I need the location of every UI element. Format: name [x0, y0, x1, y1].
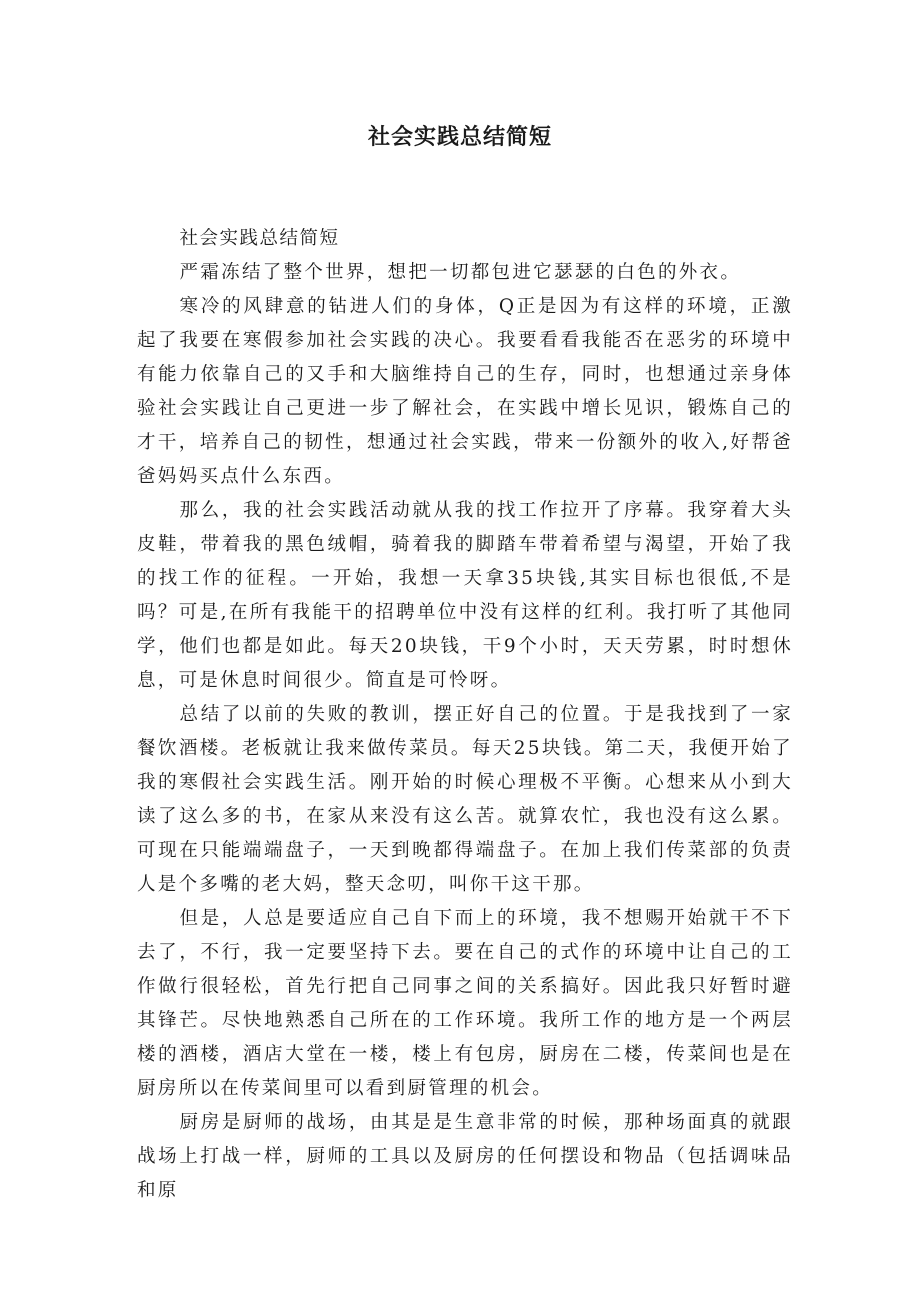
paragraph-3: 那么，我的社会实践活动就从我的找工作拉开了序幕。我穿着大头皮鞋，带着我的黑色绒帽，骑着我的脚踏车带着希望与渴望，开始了我的找工作的征程。一开始，我想一天拿35块钱,其实目标也很低,不是吗？可是,在所有我能干的招聘单位中没有这样的红利。我打听了其他同学，他们也都是如此。每天20块钱，干9个小时，天天劳累，时时想休息，可是休息时间很少。简直是可怜呀。 — [137, 500, 793, 691]
paragraph-4: 总结了以前的失败的教训，摆正好自己的位置。于是我找到了一家餐饮酒楼。老板就让我来做传菜员。每天25块钱。第二天，我便开始了我的寒假社会实践生活。刚开始的时候心理极不平衡。心想来从小到大读了这么多的书，在家从来没有这么苦。就算农忙，我也没有这么累。可现在只能端端盘子，一天到晚都得端盘子。在加上我们传菜部的负责人是个多嘴的老大妈，整天念叨，叫你干这干那。 — [137, 704, 793, 895]
paragraph-2: 寒冷的风肆意的钻进人们的身体，Q正是因为有这样的环境，正激起了我要在寒假参加社会实践的决心。我要看看我能否在恶劣的环境中有能力依靠自己的又手和大脑维持自己的生存，同时，也想通过亲身体验社会实践让自己更进一步了解社会，在实践中增长见识，锻炼自己的才干，培养自己的韧性，想通过社会实践，带来一份额外的收入,好帮爸爸妈妈买点什么东西。 — [137, 296, 793, 487]
document-body — [137, 222, 793, 1208]
paragraph-1: 严霜冻结了整个世界，想把一切都包进它瑟瑟的白色的外衣。 — [179, 262, 742, 283]
document-subtitle: 社会实践总结简短 — [179, 228, 340, 249]
paragraph-6: 厨房是厨师的战场，由其是是生意非常的时候，那种场面真的就跟战场上打战一样，厨师的工具以及厨房的任何摆设和物品（包括调味品和原 — [137, 1112, 793, 1201]
document-title: 社会实践总结简短 — [367, 125, 552, 150]
paragraph-5: 但是，人总是要适应自己自下而上的环境，我不想赐开始就干不下去了，不行，我一定要坚持下去。要在自己的式作的环境中让自己的工作做行很轻松，首先行把自己同事之间的关系搞好。因此我只好暂时避其锋芒。尽快地熟悉自己所在的工作环境。我所工作的地方是一个两层楼的酒楼，酒店大堂在一楼，楼上有包房，厨房在二楼，传菜间也是在厨房所以在传菜间里可以看到厨管理的机会。 — [137, 908, 793, 1099]
